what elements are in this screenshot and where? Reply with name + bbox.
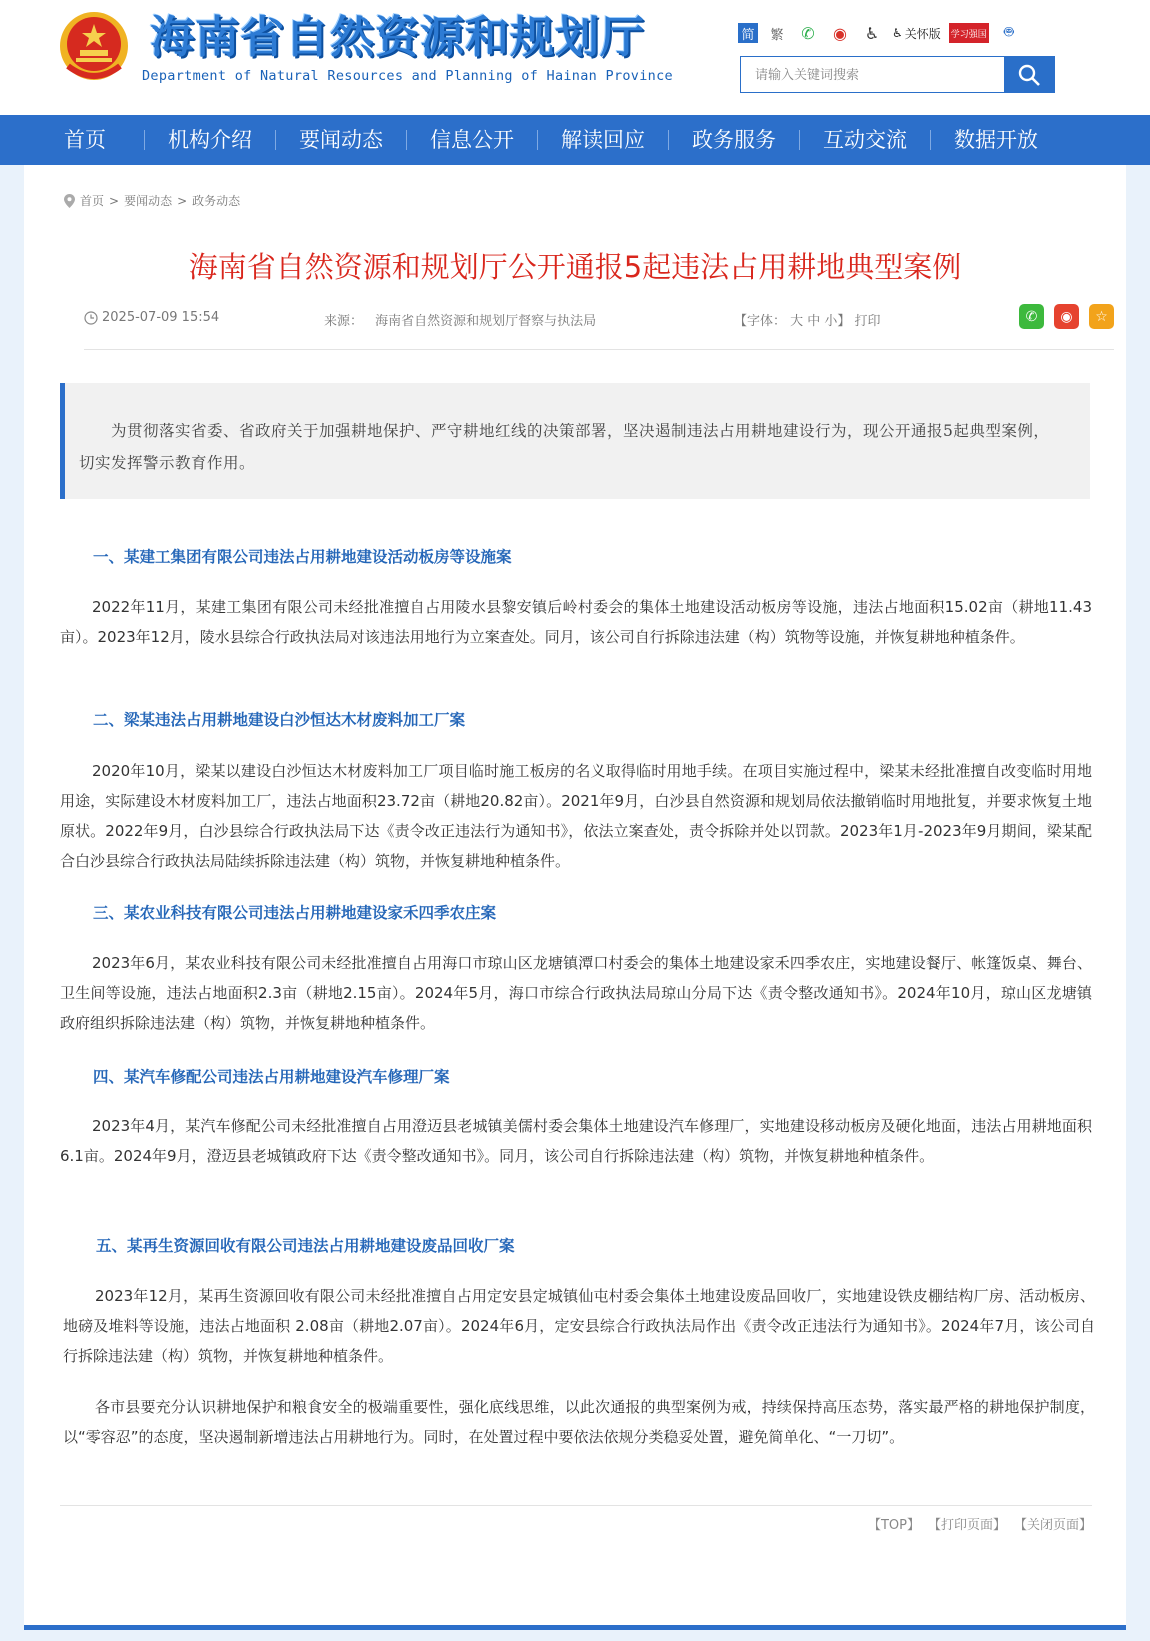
- print-page-link[interactable]: 【打印页面】: [927, 1518, 1006, 1533]
- care-mode-label: 关怀版: [904, 26, 941, 41]
- back-to-top-link[interactable]: 【TOP】: [867, 1518, 920, 1533]
- share-buttons: [1019, 304, 1114, 329]
- site-subtitle: Department of Natural Resources and Planning of Hainan Province: [142, 68, 673, 84]
- section-body-4: 2023年4月，某汽车修配公司未经批准擅自占用澄迈县老城镇美儒村委会集体土地建设汽车修理厂，实地建设移动板房及硬化地面，违法占用耕地面积6.1亩。2024年9月，澄迈县老城镇政府下达《责令整改通知书》。同月，该公司自行拆除违法建（构）筑物，并恢复耕地种植条件。: [60, 1117, 1092, 1165]
- care-mode-button[interactable]: [892, 25, 941, 42]
- breadcrumb: [64, 192, 240, 209]
- section-body-1: 2022年11月，某建工集团有限公司未经批准擅自占用陵水县黎安镇后岭村委会的集体土地建设活动板房等设施，违法占地面积15.02亩（耕地11.43亩）。2023年12月，陵水县综合行政执法局对该违法用地行为立案查处。同月，该公司自行拆除违法建（构）筑物等设施，并恢复耕地种植条件。: [60, 598, 1092, 646]
- nav-item-open-data[interactable]: 数据开放: [954, 128, 1038, 152]
- accessibility-icon[interactable]: ♿: [864, 23, 880, 43]
- nav-item-interaction[interactable]: 互动交流: [823, 128, 907, 152]
- breadcrumb-home[interactable]: 首页: [80, 194, 105, 208]
- article-meta: [84, 310, 1114, 350]
- national-emblem-icon[interactable]: [54, 8, 134, 88]
- header-tools: [738, 22, 1021, 44]
- site-title[interactable]: 海南省自然资源和规划厅: [150, 12, 645, 63]
- nav-item-about[interactable]: 机构介绍: [168, 128, 252, 152]
- article-conclusion: 各市县要充分认识耕地保护和粮食安全的极端重要性，强化底线思维，以此次通报的典型案例为戒，持续保持高压态势，落实最严格的耕地保护制度，以“零容忍”的态度，坚决遏制新增违法占用耕地行为。同时，在处置过程中要依法依规分类稳妥处置，避免简单化、“一刀切”。: [63, 1398, 1095, 1446]
- xuexi-badge[interactable]: 学习强国: [949, 23, 989, 43]
- breadcrumb-separator: >: [109, 193, 120, 208]
- nav-item-home[interactable]: 首页: [64, 128, 106, 152]
- section-body-3: 2023年6月，某农业科技有限公司未经批准擅自占用海口市琼山区龙塘镇潭口村委会的集体土地建设家禾四季农庄，实地建设餐厅、帐篷饭桌、舞台、卫生间等设施，违法占地面积2.3亩（耕地2.15亩）。2024年5月，海口市综合行政执法局琼山分局下达《责令整改通知书》。2024年10月，琼山区龙塘镇政府组织拆除违法建（构）筑物，并恢复耕地种植条件。: [60, 954, 1092, 1032]
- wechat-icon: ✆: [1025, 308, 1038, 325]
- section-heading-5: 五、某再生资源回收有限公司违法占用耕地建设废品回收厂案: [96, 1237, 515, 1255]
- main-nav: [0, 115, 1150, 165]
- section-heading-4: 四、某汽车修配公司违法占用耕地建设汽车修理厂案: [93, 1068, 450, 1086]
- share-wechat-button[interactable]: [1019, 304, 1044, 329]
- breadcrumb-news[interactable]: 要闻动态: [124, 194, 173, 208]
- search-input[interactable]: [741, 57, 1004, 92]
- section-heading-2: 二、梁某违法占用耕地建设白沙恒达木材废料加工厂案: [93, 711, 466, 729]
- content-panel: [24, 165, 1126, 1625]
- location-pin-icon: [64, 194, 75, 208]
- search-icon: [1017, 63, 1041, 87]
- close-page-link[interactable]: 【关闭页面】: [1013, 1518, 1092, 1533]
- nav-item-interpretation[interactable]: 解读回应: [561, 128, 645, 152]
- traditional-chinese-button[interactable]: 繁: [770, 27, 784, 43]
- weibo-icon: ◉: [1060, 308, 1073, 325]
- search-box: [740, 56, 1055, 93]
- publish-date: [84, 310, 219, 325]
- care-mode-icon: ♿: [892, 26, 903, 40]
- wechat-icon[interactable]: ✆: [801, 23, 815, 43]
- section-body-2: 2020年10月，梁某以建设白沙恒达木材废料加工厂项目临时施工板房的名义取得临时用地手续。在项目实施过程中，梁某未经批准擅自改变临时用地用途，实际建设木材废料加工厂，违法占地面积23.72亩（耕地20.82亩）。2021年9月，白沙县自然资源和规划局依法撤销临时用地批复，并要求恢复土地原状。2022年9月，白沙县综合行政执法局下达《责令改正违法行为通知书》，依法立案查处，责令拆除并处以罚款。2023年1月-2023年9月期间，梁某配合白沙县综合行政执法局陆续拆除违法建（构）筑物，并恢复耕地种植条件。: [60, 762, 1092, 870]
- site-header: [0, 0, 1150, 115]
- article-source: [324, 310, 596, 329]
- simplified-chinese-button[interactable]: 简: [738, 23, 758, 43]
- publish-date-text: 2025-07-09 15:54: [102, 310, 220, 325]
- search-button[interactable]: [1004, 57, 1054, 92]
- bottom-divider: [24, 1625, 1126, 1630]
- nav-item-news[interactable]: 要闻动态: [299, 128, 383, 152]
- footer-links: [60, 1505, 1092, 1535]
- nav-item-services[interactable]: 政务服务: [692, 128, 776, 152]
- article-title: 海南省自然资源和规划厅公开通报5起违法占用耕地典型案例: [188, 250, 962, 284]
- share-weibo-button[interactable]: [1054, 304, 1079, 329]
- source-text: 海南省自然资源和规划厅督察与执法局: [375, 314, 597, 329]
- breadcrumb-gov-news[interactable]: 政务动态: [192, 194, 241, 208]
- robot-icon[interactable]: 🤖︎: [1003, 22, 1014, 41]
- article-summary: 为贯彻落实省委、省政府关于加强耕地保护、严守耕地红线的决策部署，坚决遏制违法占用耕地建设行为，现公开通报5起典型案例，切实发挥警示教育作用。: [60, 383, 1090, 499]
- section-heading-1: 一、某建工集团有限公司违法占用耕地建设活动板房等设施案: [93, 548, 512, 566]
- star-icon: ☆: [1095, 308, 1108, 325]
- section-heading-3: 三、某农业科技有限公司违法占用耕地建设家禾四季农庄案: [93, 904, 497, 922]
- font-size-controls[interactable]: 【字体： 大 中 小】 打印: [734, 314, 881, 329]
- clock-icon: [84, 311, 98, 325]
- nav-item-info-disclosure[interactable]: 信息公开: [430, 128, 514, 152]
- source-label: 来源：: [324, 314, 364, 329]
- section-body-5: 2023年12月，某再生资源回收有限公司未经批准擅自占用定安县定城镇仙屯村委会集体土地建设废品回收厂，实地建设铁皮棚结构厂房、活动板房、地磅及堆料等设施，违法占地面积 2.08亩（耕地2.07亩）。2024年6月，定安县综合行政执法局作出《责令改正违法行为通知书》。2024年7月，该公司自行拆除违法建（构）筑物，并恢复耕地种植条件。: [63, 1287, 1095, 1365]
- favorite-button[interactable]: [1089, 304, 1114, 329]
- breadcrumb-separator: >: [177, 193, 188, 208]
- weibo-icon[interactable]: ◉: [833, 23, 847, 43]
